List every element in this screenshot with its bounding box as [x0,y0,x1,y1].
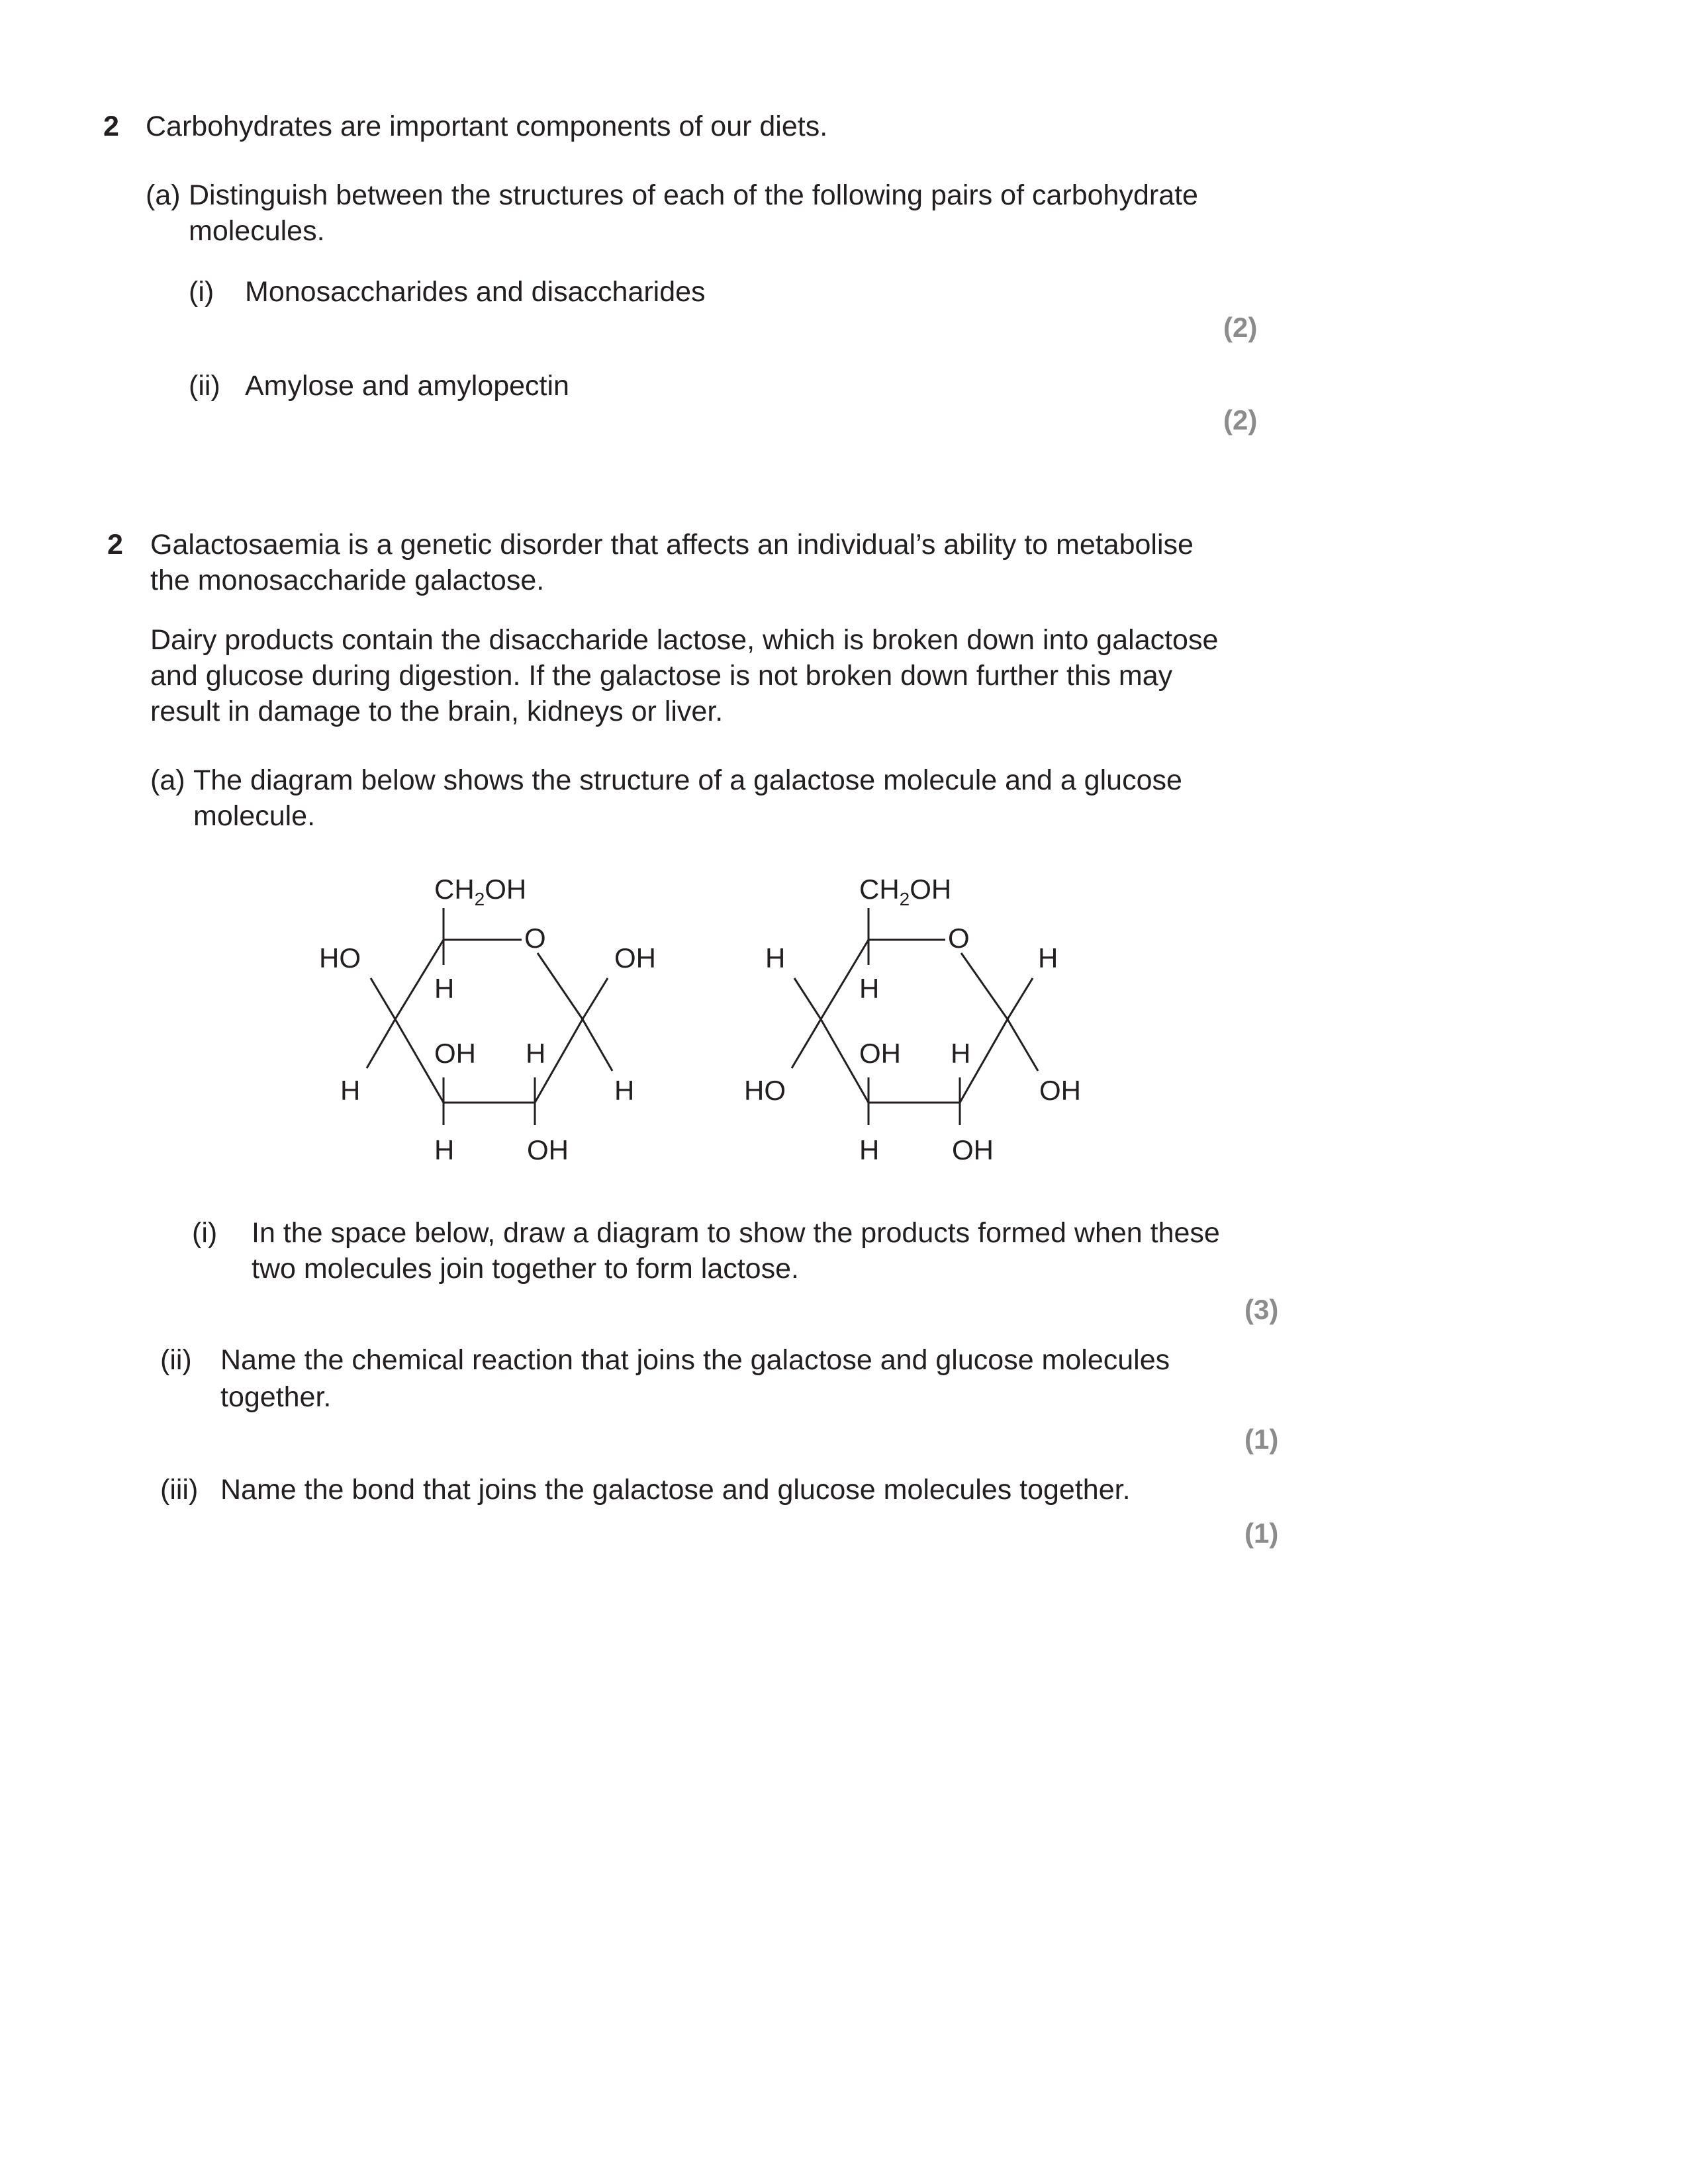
galactose-molecule [319,874,656,1165]
q2-part-ii-label: (ii) [160,1344,192,1376]
q2-part-ii-line1: Name the chemical reaction that joins the galactose and glucose molecules [220,1344,1170,1376]
galactose-ch2oh-label: $CH_2OH$ [434,874,527,909]
galactose-c1-up: OH [614,942,656,974]
glucose-c3-up: OH [859,1038,901,1069]
glucose-c4-h-bond [794,978,821,1019]
q2-intro-line1: Galactosaemia is a genetic disorder that affects an individual’s ability to metabolise [150,529,1194,561]
glucose-ring-oxygen: O [948,923,970,954]
galactose-c4-h-bond [367,1019,395,1068]
q2-para-line1: Dairy products contain the disaccharide lactose, which is broken down into galactose [150,624,1219,656]
q1-intro: Carbohydrates are important components of our diets. [146,111,828,142]
glucose-c1-h-bond [1008,978,1033,1019]
q2-para-line3: result in damage to the brain, kidneys or liver. [150,696,724,727]
q1-number: 2 [103,111,119,142]
galactose-c1-oh-bond [583,978,608,1019]
q2-number: 2 [107,529,123,561]
galactose-c1-down: H [614,1075,635,1106]
galactose-c2-up: H [526,1038,546,1069]
galactose-c4-ho-bond [371,978,395,1019]
q2-part-i-line1: In the space below, draw a diagram to show the products formed when these [252,1217,1220,1249]
q2-intro-line2: the monosaccharide galactose. [150,565,545,596]
glucose-c4-up: H [765,942,786,974]
q2-part-ii-line2: together. [220,1381,332,1413]
galactose-c4-up: HO [319,942,361,974]
q2-part-iii-marks: (1) [1244,1518,1279,1549]
q2-part-iii-text: Name the bond that joins the galactose and glucose molecules together. [220,1474,1131,1506]
glucose-c4-ho-bond [792,1019,821,1068]
q2-part-a-line2: molecule. [193,800,316,832]
q1-part-a-line2: molecules. [189,215,325,247]
glucose-c3-down: H [859,1134,880,1165]
galactose-ring-oxygen: O [524,923,546,954]
q2-part-i-line2: two molecules join together to form lactose. [252,1253,799,1285]
q1-part-ii-label: (ii) [189,370,220,402]
q1-part-i-marks: (2) [1223,312,1258,343]
q1-part-a-label: (a) [146,179,181,211]
q2-part-ii-marks: (1) [1244,1424,1279,1455]
q1-part-a-line1: Distinguish between the structures of each of the following pairs of carbohydrate [189,179,1198,211]
glucose-o-c1-bond [961,953,1008,1019]
q2-part-i-marks: (3) [1244,1294,1279,1325]
glucose-c1-down: OH [1039,1075,1081,1106]
glucose-ch2oh-label: $CH_2OH$ [859,874,952,909]
glucose-c1-oh-bond [1008,1019,1038,1071]
glucose-c2-up: H [951,1038,971,1069]
galactose-c3-down: H [434,1134,455,1165]
galactose-c2-down: OH [527,1134,569,1165]
galactose-c4-down: H [340,1075,361,1106]
q2-part-i-label: (i) [192,1217,218,1249]
q1-part-i-text: Monosaccharides and disaccharides [245,276,706,308]
glucose-c4-down: HO [744,1075,786,1106]
glucose-c1-up: H [1038,942,1058,974]
glucose-c5-h: H [859,973,880,1004]
galactose-c1-h-bond [583,1019,612,1071]
q2-part-a-line1: The diagram below shows the structure of a galactose molecule and a glucose [193,764,1182,796]
q1-part-ii-text: Amylose and amylopectin [245,370,569,402]
galactose-o-c1-bond [538,953,583,1019]
q1-part-ii-marks: (2) [1223,404,1258,435]
q2-part-a-label: (a) [150,764,185,796]
glucose-molecule [744,874,1081,1165]
galactose-c3-up: OH [434,1038,476,1069]
q2-part-iii-label: (iii) [160,1474,199,1506]
glucose-c2-down: OH [952,1134,994,1165]
galactose-c5-h: H [434,973,455,1004]
q1-part-i-label: (i) [189,276,214,308]
q2-para-line2: and glucose during digestion. If the galactose is not broken down further this may [150,660,1173,692]
